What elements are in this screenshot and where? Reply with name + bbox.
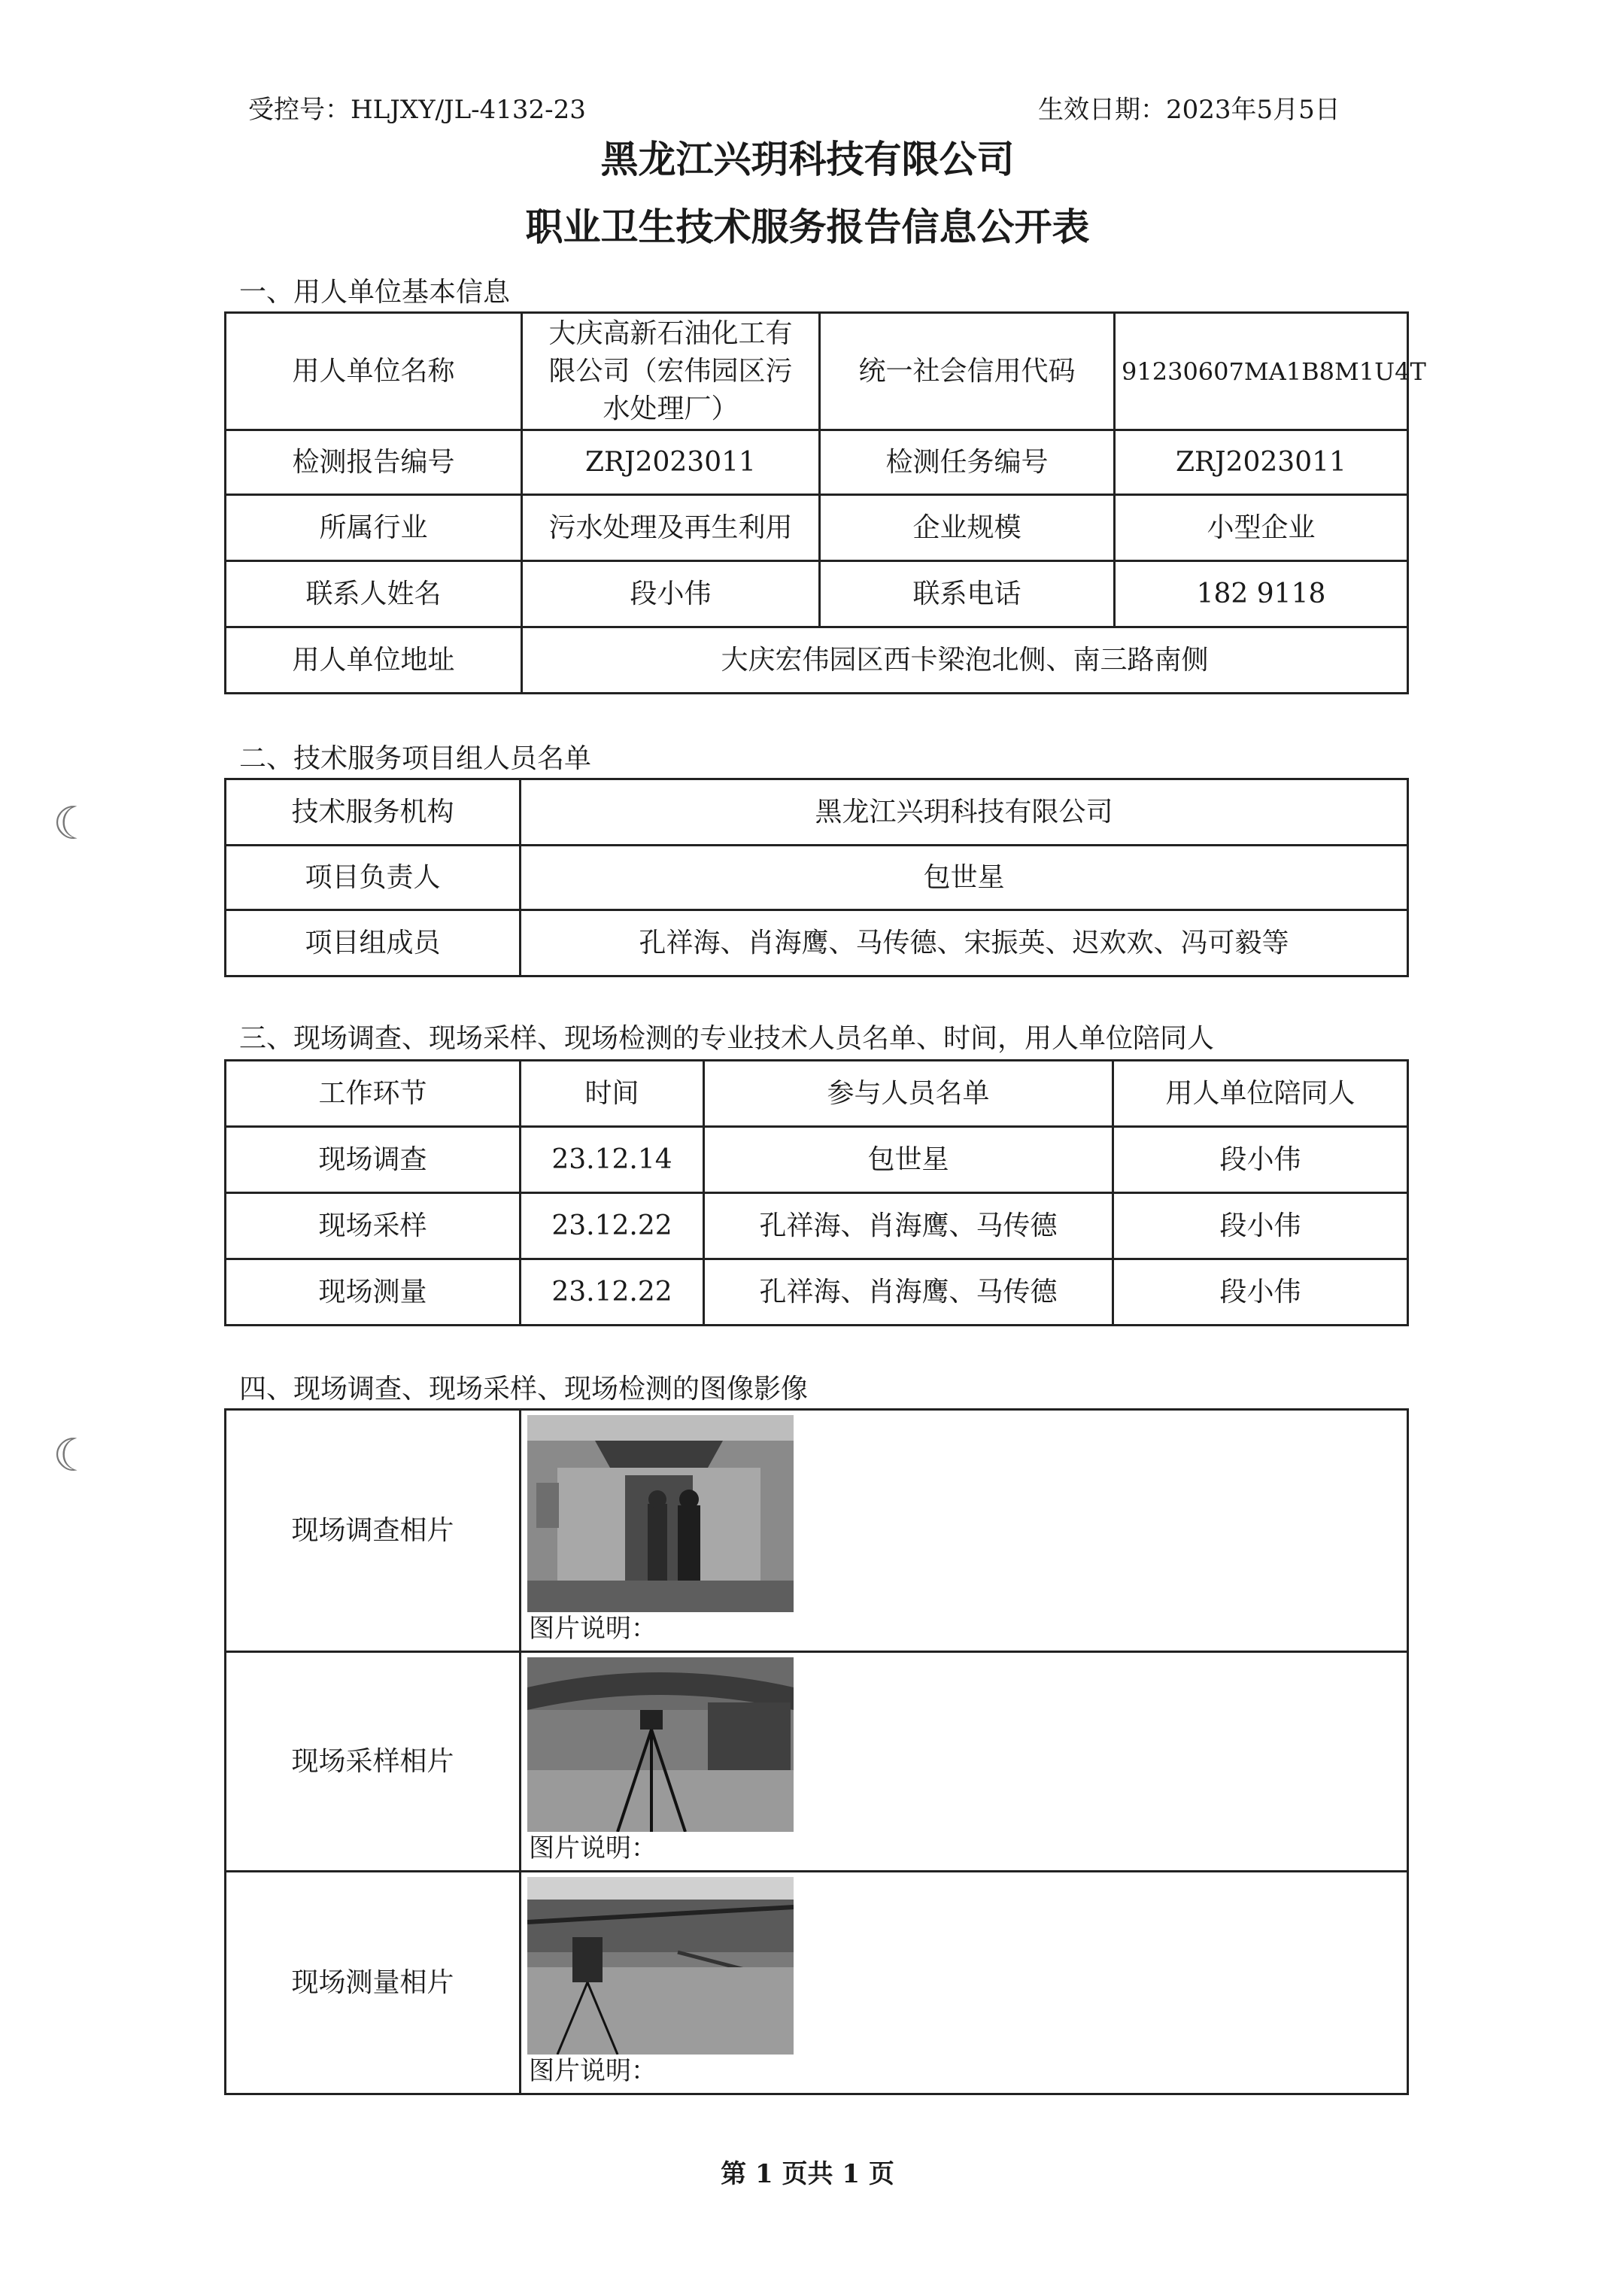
section2-heading: 二、技术服务项目组人员名单	[239, 743, 592, 774]
table-row	[226, 1127, 1408, 1193]
label-credit-code: 统一社会信用代码	[820, 313, 1115, 430]
value-scale: 小型企业	[1115, 495, 1408, 561]
column-header: 参与人员名单	[704, 1061, 1113, 1127]
project-team-table	[224, 778, 1409, 977]
label-scale: 企业规模	[820, 495, 1115, 561]
value-credit-code: 91230607MA1B8M1U4T	[1115, 313, 1408, 430]
company-title: 黑龙江兴玥科技有限公司	[600, 137, 1015, 181]
label-contact-phone: 联系电话	[820, 561, 1115, 627]
photo-cell-survey	[521, 1410, 1408, 1652]
survey-photo	[527, 1415, 794, 1612]
cell-escort: 段小伟	[1113, 1259, 1408, 1326]
table-row	[226, 1259, 1408, 1326]
label-report-no: 检测报告编号	[226, 430, 522, 495]
value-contact-name: 段小伟	[522, 561, 820, 627]
value-project-members: 孔祥海、肖海鹰、马传德、宋振英、迟欢欢、冯可毅等	[521, 910, 1408, 976]
punch-hole-mark-icon: ☾	[53, 1429, 93, 1482]
field-work-table	[224, 1059, 1409, 1326]
cell-date: 23.12.22	[521, 1259, 704, 1326]
cell-escort: 段小伟	[1113, 1127, 1408, 1193]
column-header: 时间	[521, 1061, 704, 1127]
photo-caption: 图片说明：	[529, 1614, 657, 1644]
column-header: 用人单位陪同人	[1113, 1061, 1408, 1127]
cell-stage: 现场测量	[226, 1259, 521, 1326]
label-employer-name: 用人单位名称	[226, 313, 522, 430]
photo-cell-sampling	[521, 1652, 1408, 1872]
column-header: 工作环节	[226, 1061, 521, 1127]
label-project-leader: 项目负责人	[226, 846, 521, 910]
value-contact-phone: 182 9118	[1115, 561, 1408, 627]
section1-heading: 一、用人单位基本信息	[239, 277, 511, 308]
label-project-members: 项目组成员	[226, 910, 521, 976]
label-task-no: 检测任务编号	[820, 430, 1115, 495]
photo-caption: 图片说明：	[529, 1833, 657, 1863]
value-industry: 污水处理及再生利用	[522, 495, 820, 561]
value-address: 大庆宏伟园区西卡梁泡北侧、南三路南侧	[522, 627, 1408, 694]
table-row	[226, 1193, 1408, 1259]
label-service-org: 技术服务机构	[226, 779, 521, 846]
photo-label-survey: 现场调查相片	[226, 1410, 521, 1652]
employer-info-table	[224, 311, 1426, 694]
label-address: 用人单位地址	[226, 627, 522, 694]
cell-stage: 现场采样	[226, 1193, 521, 1259]
cell-escort: 段小伟	[1113, 1193, 1408, 1259]
photo-label-sampling: 现场采样相片	[226, 1652, 521, 1872]
punch-hole-mark-icon: ☾	[53, 797, 93, 850]
section4-heading: 四、现场调查、现场采样、现场检测的图像影像	[239, 1374, 809, 1405]
value-employer-name: 大庆高新石油化工有限公司（宏伟园区污水处理厂）	[522, 313, 820, 430]
photo-label-measurement: 现场测量相片	[226, 1872, 521, 2094]
section3-heading: 三、现场调查、现场采样、现场检测的专业技术人员名单、时间，用人单位陪同人	[239, 1023, 1215, 1054]
form-title: 职业卫生技术服务报告信息公开表	[525, 205, 1090, 249]
value-report-no: ZRJ2023011	[522, 430, 820, 495]
effective-date: 生效日期：2023年5月5日	[1038, 95, 1340, 125]
photo-cell-measurement	[521, 1872, 1408, 2094]
cell-stage: 现场调查	[226, 1127, 521, 1193]
cell-participants: 孔祥海、肖海鹰、马传德	[704, 1193, 1113, 1259]
label-industry: 所属行业	[226, 495, 522, 561]
value-project-leader: 包世星	[521, 846, 1408, 910]
value-service-org: 黑龙江兴玥科技有限公司	[521, 779, 1408, 846]
cell-date: 23.12.14	[521, 1127, 704, 1193]
sampling-photo	[527, 1657, 794, 1832]
cell-participants: 包世星	[704, 1127, 1113, 1193]
value-task-no: ZRJ2023011	[1115, 430, 1408, 495]
measurement-photo	[527, 1877, 794, 2055]
photo-table	[224, 1408, 1409, 2095]
control-number: 受控号：HLJXY/JL-4132-23	[248, 95, 586, 125]
cell-date: 23.12.22	[521, 1193, 704, 1259]
photo-caption: 图片说明：	[529, 2056, 657, 2086]
page-footer: 第 1 页共 1 页	[721, 2159, 894, 2189]
label-contact-name: 联系人姓名	[226, 561, 522, 627]
cell-participants: 孔祥海、肖海鹰、马传德	[704, 1259, 1113, 1326]
